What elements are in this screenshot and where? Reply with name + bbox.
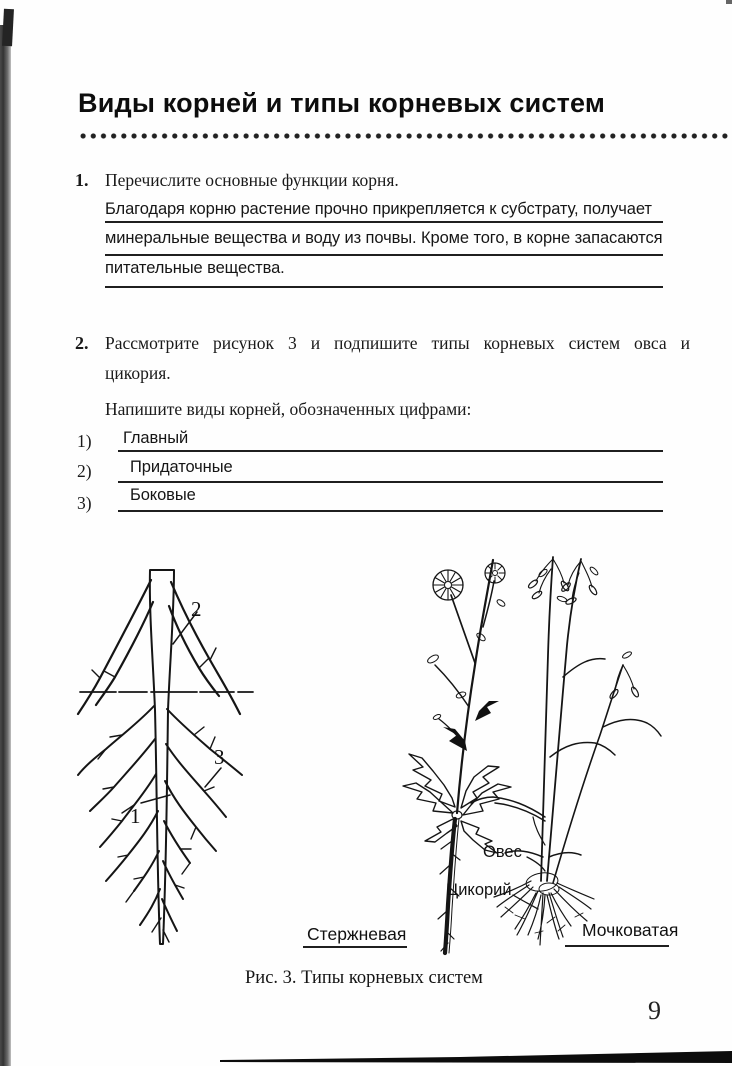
- q1-answer-line-2[interactable]: минеральные вещества и воду из почвы. Кроме того, в корне запасаются: [105, 229, 663, 247]
- figure-caption: Рис. 3. Типы корневых систем: [245, 968, 483, 988]
- oat-panicle: [527, 559, 640, 700]
- chicory-flower-large: [433, 570, 463, 600]
- question-2-prompt: Напишите виды корней, обозначенных цифрами:: [105, 399, 472, 419]
- root-type-fibrous-line[interactable]: [565, 945, 669, 947]
- question-2-text-line2: цикория.: [105, 363, 171, 383]
- figure-number-2: 2: [191, 597, 202, 621]
- main-root: [150, 570, 174, 944]
- oat-leaves: [471, 659, 661, 857]
- taproot-system-drawing: [70, 558, 305, 958]
- q2-item-1-number: 1): [77, 431, 92, 451]
- q2-item-3-answer[interactable]: Боковые: [130, 486, 196, 504]
- q1-ruled-line-3[interactable]: [105, 286, 663, 288]
- q2-item-1-answer[interactable]: Главный: [123, 429, 189, 447]
- figure-number-3: 3: [214, 745, 225, 769]
- chicory-label: Цикорий: [446, 881, 512, 899]
- q1-answer-line-3[interactable]: питательные вещества.: [105, 259, 285, 277]
- question-1-number: 1.: [75, 170, 89, 190]
- chicory-oat-drawing: [395, 545, 695, 960]
- root-type-fibrous-label[interactable]: Мочковатая: [582, 920, 679, 940]
- q2-item-3-number: 3): [77, 493, 92, 513]
- q1-answer-line-1[interactable]: Благодаря корню растение прочно прикрепляется к субстрату, получает: [105, 200, 663, 223]
- chicory-flower-small: [485, 563, 505, 583]
- scan-corner-mark: [2, 9, 14, 46]
- figure-number-1: 1: [130, 804, 141, 828]
- upper-adventitious-roots: [78, 580, 240, 714]
- page-number: 9: [648, 996, 661, 1025]
- q2-item-3-line[interactable]: [118, 510, 663, 512]
- scan-binding-edge: [0, 25, 11, 1066]
- oat-label: Овес: [483, 843, 522, 861]
- question-1-text: Перечислите основные функции корня.: [105, 170, 399, 190]
- q2-item-2-line[interactable]: [118, 481, 663, 483]
- root-type-taproot-line[interactable]: [303, 946, 407, 948]
- scan-bottom-bar: [0, 1048, 732, 1066]
- question-2-text-line1: Рассмотрите рисунок 3 и подпишите типы корневых систем овса и: [105, 333, 690, 353]
- q2-item-1-line[interactable]: [118, 450, 663, 452]
- q1-ruled-line-2[interactable]: [105, 254, 663, 256]
- q2-item-2-answer[interactable]: Придаточные: [130, 458, 233, 476]
- lateral-roots: [78, 706, 242, 931]
- dotted-divider: [78, 132, 728, 140]
- page-title: Виды корней и типы корневых систем: [78, 88, 606, 118]
- scan-top-right-mark: [726, 0, 732, 4]
- q2-item-2-number: 2): [77, 461, 92, 481]
- question-2-number: 2.: [75, 333, 89, 353]
- root-type-taproot-label[interactable]: Стержневая: [307, 924, 407, 944]
